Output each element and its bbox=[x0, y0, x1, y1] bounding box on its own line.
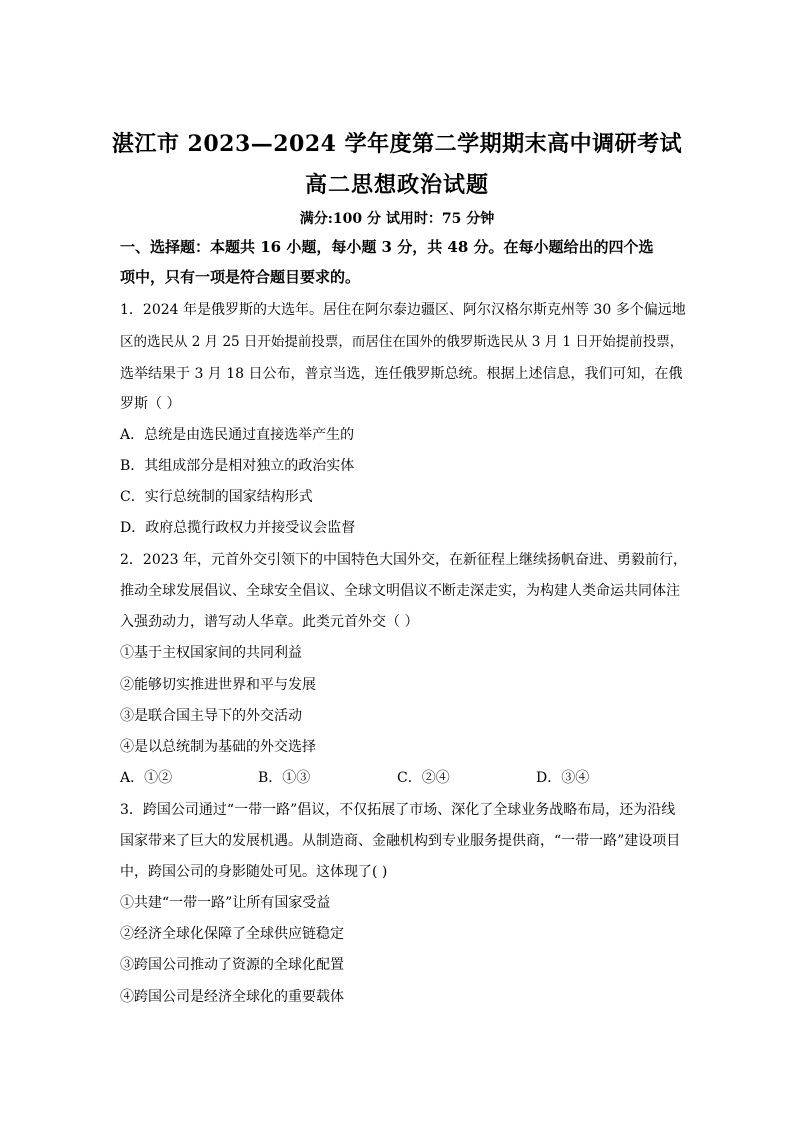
q2-statement-3: ③是联合国主导下的外交活动 bbox=[120, 708, 302, 724]
q3-text-line: 3．跨国公司通过“一带一路”倡议，不仅拓展了市场、深化了全球业务战略布局，还为沿线 bbox=[120, 802, 676, 818]
q2-statement-4: ④是以总统制为基础的外交选择 bbox=[120, 739, 316, 755]
q2-text-line: 入强劲动力，谱写动人华章。此类元首外交（ ） bbox=[120, 614, 419, 630]
q3-statement-4: ④跨国公司是经济全球化的重要载体 bbox=[120, 989, 344, 1005]
q1-text-line: 罗斯（ ） bbox=[120, 396, 181, 412]
exam-subject-title: 高二思想政治试题 bbox=[304, 172, 489, 198]
q1-option-b: B．其组成部分是相对独立的政治实体 bbox=[120, 458, 355, 474]
q1-option-a: A．总统是由选民通过直接选举产生的 bbox=[120, 427, 355, 443]
q3-text-line: 国家带来了巨大的发展机遇。从制造商、金融机构到专业服务提供商，“一带一路”建设项目 bbox=[120, 833, 681, 849]
q1-text-line: 区的选民从 2 月 25 日开始提前投票，而居住在国外的俄罗斯选民从 3 月 1 日开始提前投票， bbox=[120, 334, 684, 350]
q2-text-line: 2．2023 年，元首外交引领下的中国特色大国外交，在新征程上继续扬帆奋进、勇毅前行， bbox=[120, 552, 687, 568]
q3-statement-3: ③跨国公司推动了资源的全球化配置 bbox=[120, 957, 344, 973]
q1-option-c: C．实行总统制的国家结构形式 bbox=[120, 489, 313, 505]
q3-statement-2: ②经济全球化保障了全球供应链稳定 bbox=[120, 926, 344, 942]
q2-choice-b: B．①③ bbox=[258, 770, 311, 786]
exam-title: 湛江市 2023—2024 学年度第二学期期末高中调研考试 bbox=[111, 131, 683, 157]
exam-info: 满分:100 分 试用时：75 分钟 bbox=[299, 211, 495, 227]
section-heading-line2: 项中，只有一项是符合题目要求的。 bbox=[120, 268, 361, 286]
q1-text-line: 选举结果于 3 月 18 日公布，普京当选，连任俄罗斯总统。根据上述信息，我们可知，在俄 bbox=[120, 366, 683, 382]
q1-option-d: D．政府总揽行政权力并接受议会监督 bbox=[120, 520, 356, 536]
q3-text-line: 中，跨国公司的身影随处可见。这体现了( ) bbox=[120, 864, 388, 880]
q2-choice-c: C．②④ bbox=[397, 770, 450, 786]
q2-text-line: 推动全球发展倡议、全球安全倡议、全球文明倡议不断走深走实，为构建人类命运共同体注 bbox=[120, 583, 680, 599]
q2-statement-1: ①基于主权国家间的共同利益 bbox=[120, 645, 302, 661]
q1-text-line: 1．2024 年是俄罗斯的大选年。居住在阿尔泰边疆区、阿尔汉格尔斯克州等 30 多个偏远地 bbox=[120, 302, 686, 318]
q2-statement-2: ②能够切实推进世界和平与发展 bbox=[120, 677, 316, 693]
q2-choice-d: D．③④ bbox=[536, 770, 590, 786]
q3-statement-1: ①共建“一带一路”让所有国家受益 bbox=[120, 895, 331, 911]
section-heading-line1: 一、选择题：本题共 16 小题，每小题 3 分，共 48 分。在每小题给出的四个选 bbox=[120, 238, 654, 256]
q2-choice-a: A．①② bbox=[120, 770, 173, 786]
